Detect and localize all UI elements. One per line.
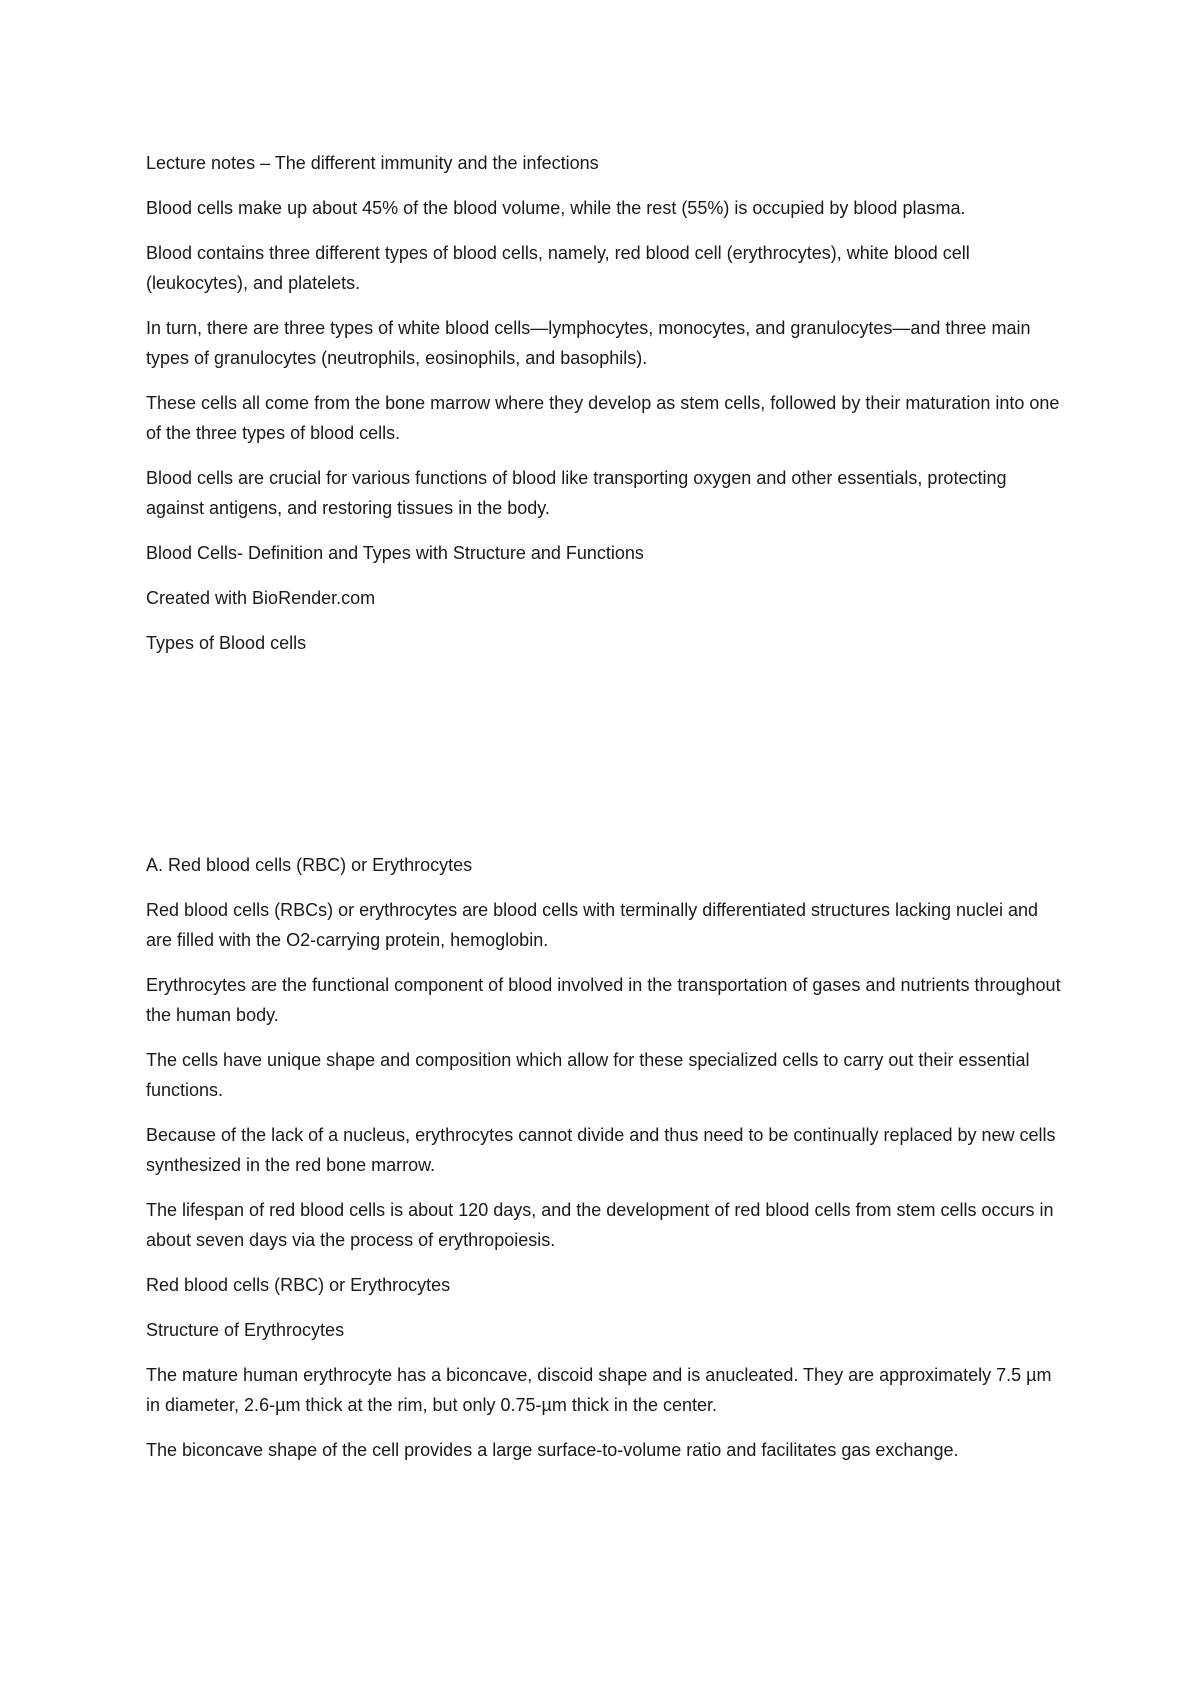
paragraph: Blood cells make up about 45% of the blood volume, while the rest (55%) is occupied by blood plasma. xyxy=(146,198,966,218)
paragraph: Red blood cells (RBCs) or erythrocytes are blood cells with terminally differentiated structures lacking nuclei and are filled with the O2-carrying protein, hemoglobin. xyxy=(146,900,1039,950)
paragraph: The lifespan of red blood cells is about 120 days, and the development of red blood cells from stem cells occurs in about seven days via the process of erythropoiesis. xyxy=(146,1200,1054,1250)
paragraph: These cells all come from the bone marrow where they develop as stem cells, followed by their maturation into one of the three types of blood cells. xyxy=(146,393,1060,443)
paragraph: The biconcave shape of the cell provides a large surface-to-volume ratio and facilitates gas exchange. xyxy=(146,1440,959,1460)
blank-space xyxy=(146,673,1066,850)
paragraph: Blood cells are crucial for various functions of blood like transporting oxygen and other essentials, protecting against antigens, and restoring tissues in the body. xyxy=(146,468,1007,518)
section-heading: Red blood cells (RBC) or Erythrocytes xyxy=(146,1275,451,1295)
paragraph: Because of the lack of a nucleus, erythrocytes cannot divide and thus need to be continually replaced by new cells synthesized in the red bone marrow. xyxy=(146,1125,1056,1175)
lecture-title: Lecture notes – The different immunity and the infections xyxy=(146,153,599,173)
section-heading: A. Red blood cells (RBC) or Erythrocytes xyxy=(146,855,473,875)
paragraph: The mature human erythrocyte has a biconcave, discoid shape and is anucleated. They are approximately 7.5 µm in diameter, 2.6-µm thick at the rim, but only 0.75-µm thick in the center. xyxy=(146,1365,1052,1415)
section-heading: Structure of Erythrocytes xyxy=(146,1320,345,1340)
paragraph: Created with BioRender.com xyxy=(146,588,376,608)
document-body xyxy=(146,148,1066,1480)
section-heading: Blood Cells- Definition and Types with Structure and Functions xyxy=(146,543,644,563)
section-heading: Types of Blood cells xyxy=(146,633,307,653)
paragraph: Blood contains three different types of blood cells, namely, red blood cell (erythrocytes), white blood cell (leukocytes), and platelets. xyxy=(146,243,970,293)
paragraph: In turn, there are three types of white blood cells—lymphocytes, monocytes, and granulocytes—and three main types of granulocytes (neutrophils, eosinophils, and basophils). xyxy=(146,318,1031,368)
paragraph: The cells have unique shape and composition which allow for these specialized cells to carry out their essential functions. xyxy=(146,1050,1030,1100)
paragraph: Erythrocytes are the functional component of blood involved in the transportation of gases and nutrients throughout the human body. xyxy=(146,975,1061,1025)
